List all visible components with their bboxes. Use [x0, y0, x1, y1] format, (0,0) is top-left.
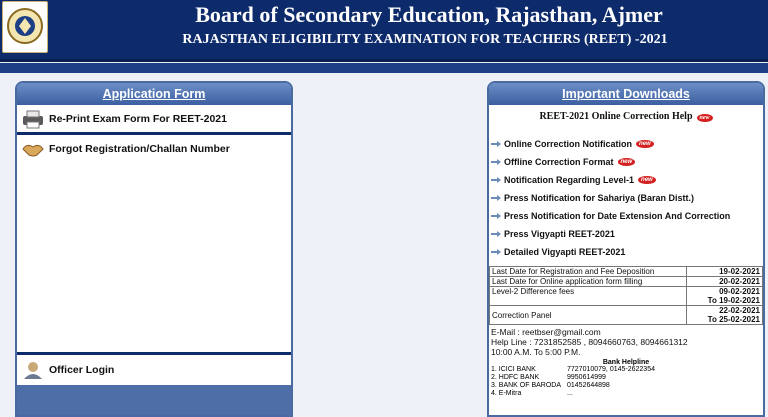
page-title: Board of Secondary Education, Rajasthan, Ajmer	[195, 2, 663, 27]
contact-helpline: Help Line : 7231852585 , 8094660763, 8094661312	[491, 337, 688, 347]
contact-hours: 10:00 A.M. To 5:00 P.M.	[491, 347, 581, 357]
list-item: 4. E-Mitra ...	[491, 390, 573, 397]
header-band	[0, 63, 768, 73]
site-header	[0, 0, 768, 62]
bank-helpline-heading: Bank Helpline	[602, 359, 650, 366]
contact-info	[489, 325, 763, 359]
application-form-heading: Application Form	[17, 83, 291, 105]
downloads-list	[489, 135, 763, 261]
download-item[interactable]: Press Notification for Date Extension And Correction	[489, 207, 763, 225]
officer-login-link[interactable]: Officer Login	[17, 355, 291, 385]
hand-pointer-icon	[490, 157, 502, 167]
download-item[interactable]: Press Vigyapti REET-2021	[489, 225, 763, 243]
contact-email: E-Mail : reetbser@gmail.com	[491, 327, 601, 337]
correction-help-title[interactable]: REET-2021 Online Correction Help new	[489, 105, 763, 135]
new-badge: new	[697, 114, 713, 122]
officer-icon	[21, 360, 45, 380]
list-item: 3. BANK OF BARODA 01452644898	[491, 382, 610, 389]
important-downloads-heading: Important Downloads	[489, 83, 763, 105]
table-row: Last Date for Registration and Fee Deposition 19-02-2021	[490, 267, 763, 277]
download-item[interactable]: Notification Regarding Level-1 new	[489, 171, 763, 189]
bank-helpline	[489, 359, 763, 398]
printer-icon	[21, 109, 45, 129]
reprint-exam-form-link[interactable]: Re-Print Exam Form For REET-2021	[17, 105, 291, 132]
new-badge: new	[618, 158, 636, 166]
hand-pointer-icon	[490, 229, 502, 239]
new-badge: new	[636, 140, 654, 148]
table-row: Correction Panel 22-02-2021 To 25-02-2021	[490, 306, 763, 325]
download-item[interactable]: Press Notification for Sahariya (Baran Distt.)	[489, 189, 763, 207]
hand-pointer-icon	[490, 193, 502, 203]
important-downloads-panel	[487, 81, 765, 417]
important-dates-table	[489, 266, 763, 325]
list-item: 1. ICICI BANK 7727010079, 0145-2622354	[491, 366, 655, 373]
application-form-panel	[15, 81, 293, 417]
download-item[interactable]: Online Correction Notification new	[489, 135, 763, 153]
new-badge: new	[638, 176, 656, 184]
hand-pointer-icon	[490, 211, 502, 221]
hand-pointer-icon	[490, 175, 502, 185]
hand-pointer-icon	[490, 139, 502, 149]
download-item[interactable]: Offline Correction Format new	[489, 153, 763, 171]
download-item[interactable]: Detailed Vigyapti REET-2021	[489, 243, 763, 261]
forgot-registration-link[interactable]: Forgot Registration/Challan Number	[17, 135, 291, 163]
page-subtitle: RAJASTHAN ELIGIBILITY EXAMINATION FOR TEACHERS (REET) -2021	[182, 32, 668, 47]
table-row: Last Date for Online application form filling 20-02-2021	[490, 277, 763, 287]
hand-pointer-icon	[490, 247, 502, 257]
handshake-icon	[21, 139, 45, 159]
table-row: Level-2 Difference fees 09-02-2021 To 19-02-2021	[490, 287, 763, 306]
list-item: 2. HDFC BANK 9950614999	[491, 374, 606, 381]
panel-footer	[17, 385, 291, 415]
